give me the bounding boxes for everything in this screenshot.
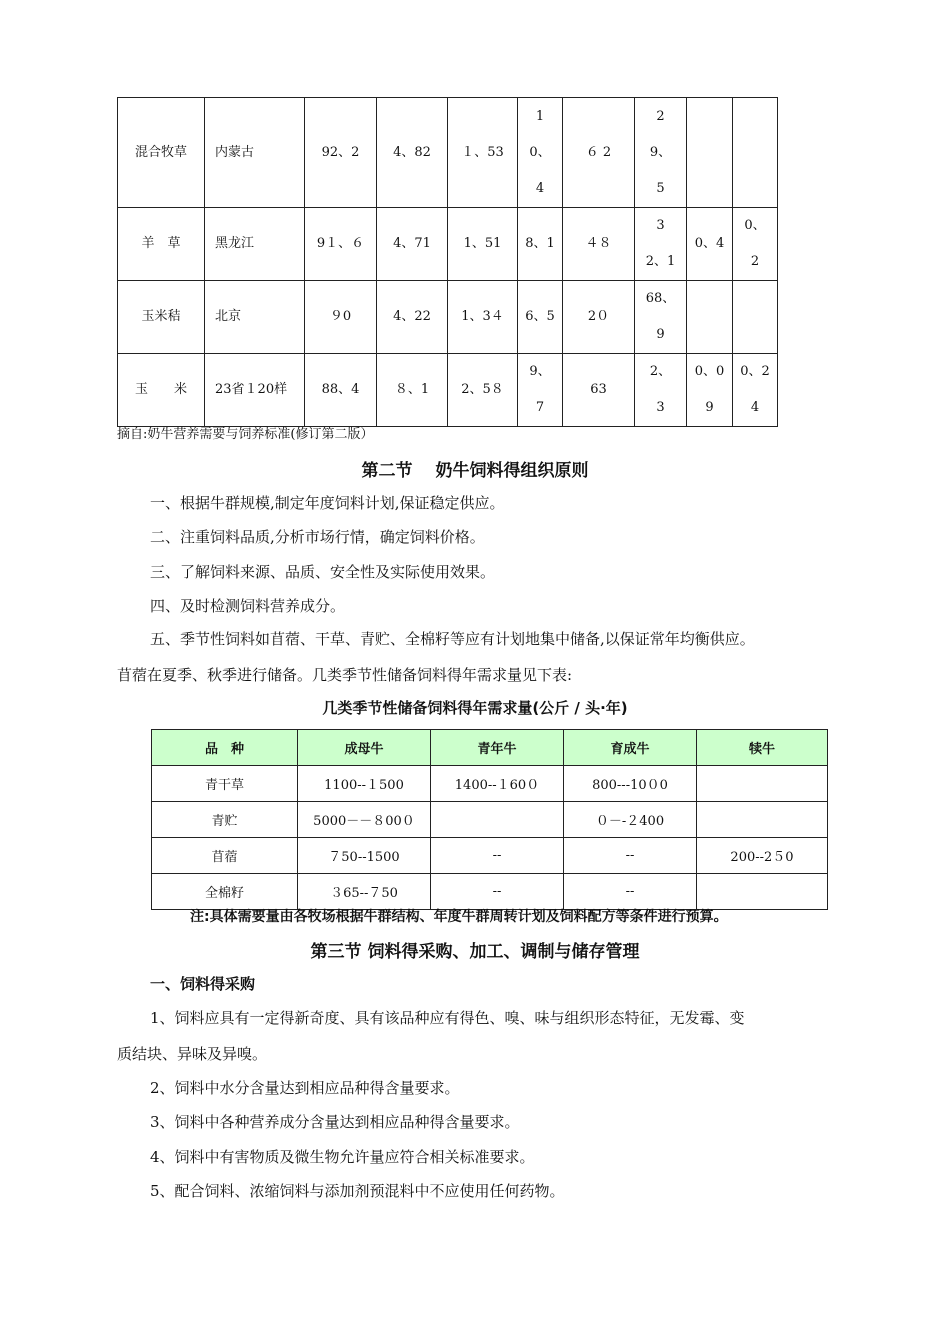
table-cell bbox=[431, 802, 564, 838]
column-header: 育成牛 bbox=[564, 730, 697, 766]
table-cell: ９0 bbox=[305, 281, 377, 354]
table-cell bbox=[733, 98, 778, 208]
table-cell: 4、22 bbox=[377, 281, 448, 354]
column-header: 犊牛 bbox=[697, 730, 828, 766]
table-cell: 0、2 4 bbox=[733, 354, 778, 427]
table-row bbox=[118, 354, 778, 427]
table-row bbox=[118, 98, 778, 208]
paragraph: 1、饲料应具有一定得新奇度、具有该品种应有得色、嗅、味与组织形态特征，无发霉、变 bbox=[150, 1009, 745, 1027]
table-cell: ６ 2 bbox=[563, 98, 635, 208]
table-cell: 全棉籽 bbox=[152, 874, 298, 910]
table-cell: 1、51 bbox=[448, 208, 518, 281]
table-cell: 63 bbox=[563, 354, 635, 427]
paragraph: 五、季节性饲料如苜蓿、干草、青贮、全棉籽等应有计划地集中储备,以保证常年均衡供应。 bbox=[150, 630, 755, 648]
table-cell: 6、5 bbox=[518, 281, 563, 354]
table-cell: 2、5８ bbox=[448, 354, 518, 427]
nutrient-table bbox=[117, 97, 778, 427]
table-cell: 玉米秸 bbox=[118, 281, 205, 354]
table-cell: １、53 bbox=[448, 98, 518, 208]
paragraph: 3、饲料中各种营养成分含量达到相应品种得含量要求。 bbox=[150, 1113, 520, 1131]
paragraph: 苜蓿在夏季、秋季进行储备。几类季节性储备饲料得年需求量见下表: bbox=[117, 666, 573, 684]
table-cell bbox=[697, 874, 828, 910]
table-cell bbox=[687, 98, 733, 208]
column-header: 青年牛 bbox=[431, 730, 564, 766]
paragraph: 一、根据牛群规模,制定年度饲料计划,保证稳定供应。 bbox=[150, 494, 505, 512]
table-cell: 92、2 bbox=[305, 98, 377, 208]
table-cell: 2 9、 5 bbox=[635, 98, 687, 208]
table-row bbox=[152, 838, 828, 874]
table-row bbox=[152, 802, 828, 838]
table-cell: 200--2５0 bbox=[697, 838, 828, 874]
table-row bbox=[152, 874, 828, 910]
paragraph: 质结块、异味及异嗅。 bbox=[117, 1045, 268, 1063]
table-cell: 青贮 bbox=[152, 802, 298, 838]
paragraph: 三、了解饲料来源、品质、安全性及实际使用效果。 bbox=[150, 563, 496, 581]
column-header: 品 种 bbox=[152, 730, 298, 766]
table-cell: 9１、６ bbox=[305, 208, 377, 281]
table-cell: -- bbox=[564, 874, 697, 910]
table-row bbox=[118, 208, 778, 281]
table-cell: -- bbox=[431, 874, 564, 910]
table-cell: 9、 7 bbox=[518, 354, 563, 427]
table-cell: 苜蓿 bbox=[152, 838, 298, 874]
table-cell: 4、71 bbox=[377, 208, 448, 281]
table-cell: 5000－－８00０ bbox=[298, 802, 431, 838]
table-cell: ０－-２400 bbox=[564, 802, 697, 838]
table-cell: 1100--１500 bbox=[298, 766, 431, 802]
table-cell: 混合牧草 bbox=[118, 98, 205, 208]
paragraph: 5、配合饲料、浓缩饲料与添加剂预混料中不应使用任何药物。 bbox=[150, 1182, 565, 1200]
table-cell: 0、4 bbox=[687, 208, 733, 281]
section3-subtitle: 一、饲料得采购 bbox=[150, 975, 256, 993]
table-cell: 北京 bbox=[205, 281, 305, 354]
table-cell: 黑龙江 bbox=[205, 208, 305, 281]
table-cell: 8、1 bbox=[518, 208, 563, 281]
table-cell: 88、4 bbox=[305, 354, 377, 427]
table-cell: 23省１20样 bbox=[205, 354, 305, 427]
column-header: 成母牛 bbox=[298, 730, 431, 766]
section3-title: 第三节 饲料得采购、加工、调制与储存管理 bbox=[310, 942, 640, 962]
table-cell: 玉 米 bbox=[118, 354, 205, 427]
table-cell: 2、 3 bbox=[635, 354, 687, 427]
table-row bbox=[118, 281, 778, 354]
paragraph: 四、及时检测饲料营养成分。 bbox=[150, 597, 346, 615]
table-cell: ４８ bbox=[563, 208, 635, 281]
table-cell: 0、0 9 bbox=[687, 354, 733, 427]
table-cell bbox=[687, 281, 733, 354]
table-header-row bbox=[152, 730, 828, 766]
table-cell: 800---10０0 bbox=[564, 766, 697, 802]
table-cell: 4、82 bbox=[377, 98, 448, 208]
table-cell: ３65--７50 bbox=[298, 874, 431, 910]
paragraph: 4、饲料中有害物质及微生物允许量应符合相关标准要求。 bbox=[150, 1148, 535, 1166]
table2-note: 注:具体需要量由各牧场根据牛群结构、年度牛群周转计划及饲料配方等条件进行预算。 bbox=[190, 909, 728, 925]
table-cell: 2０ bbox=[563, 281, 635, 354]
table-cell: ７50--1500 bbox=[298, 838, 431, 874]
table-cell bbox=[697, 766, 828, 802]
paragraph: 2、饲料中水分含量达到相应品种得含量要求。 bbox=[150, 1079, 460, 1097]
source-note: 摘自:奶牛营养需要与饲养标准(修订第二版） bbox=[117, 427, 374, 442]
section2-title: 第二节 奶牛饲料得组织原则 bbox=[361, 461, 589, 481]
table-cell: 1400--１60０ bbox=[431, 766, 564, 802]
table-cell: 羊 草 bbox=[118, 208, 205, 281]
table2-caption: 几类季节性储备饲料得年需求量(公斤 / 头·年) bbox=[322, 699, 628, 717]
table-cell: 68、 9 bbox=[635, 281, 687, 354]
table-cell bbox=[733, 281, 778, 354]
table-cell: 3 2、1 bbox=[635, 208, 687, 281]
table-cell: 青干草 bbox=[152, 766, 298, 802]
seasonal-feed-table bbox=[151, 729, 828, 910]
table-cell: ８、1 bbox=[377, 354, 448, 427]
paragraph: 二、注重饲料品质,分析市场行情，确定饲料价格。 bbox=[150, 528, 485, 546]
table-cell: 1 0、 4 bbox=[518, 98, 563, 208]
table-cell: 1、3４ bbox=[448, 281, 518, 354]
table-cell bbox=[697, 802, 828, 838]
table-row bbox=[152, 766, 828, 802]
table-cell: -- bbox=[431, 838, 564, 874]
table-cell: -- bbox=[564, 838, 697, 874]
table-cell: 0、 2 bbox=[733, 208, 778, 281]
table-cell: 内蒙古 bbox=[205, 98, 305, 208]
